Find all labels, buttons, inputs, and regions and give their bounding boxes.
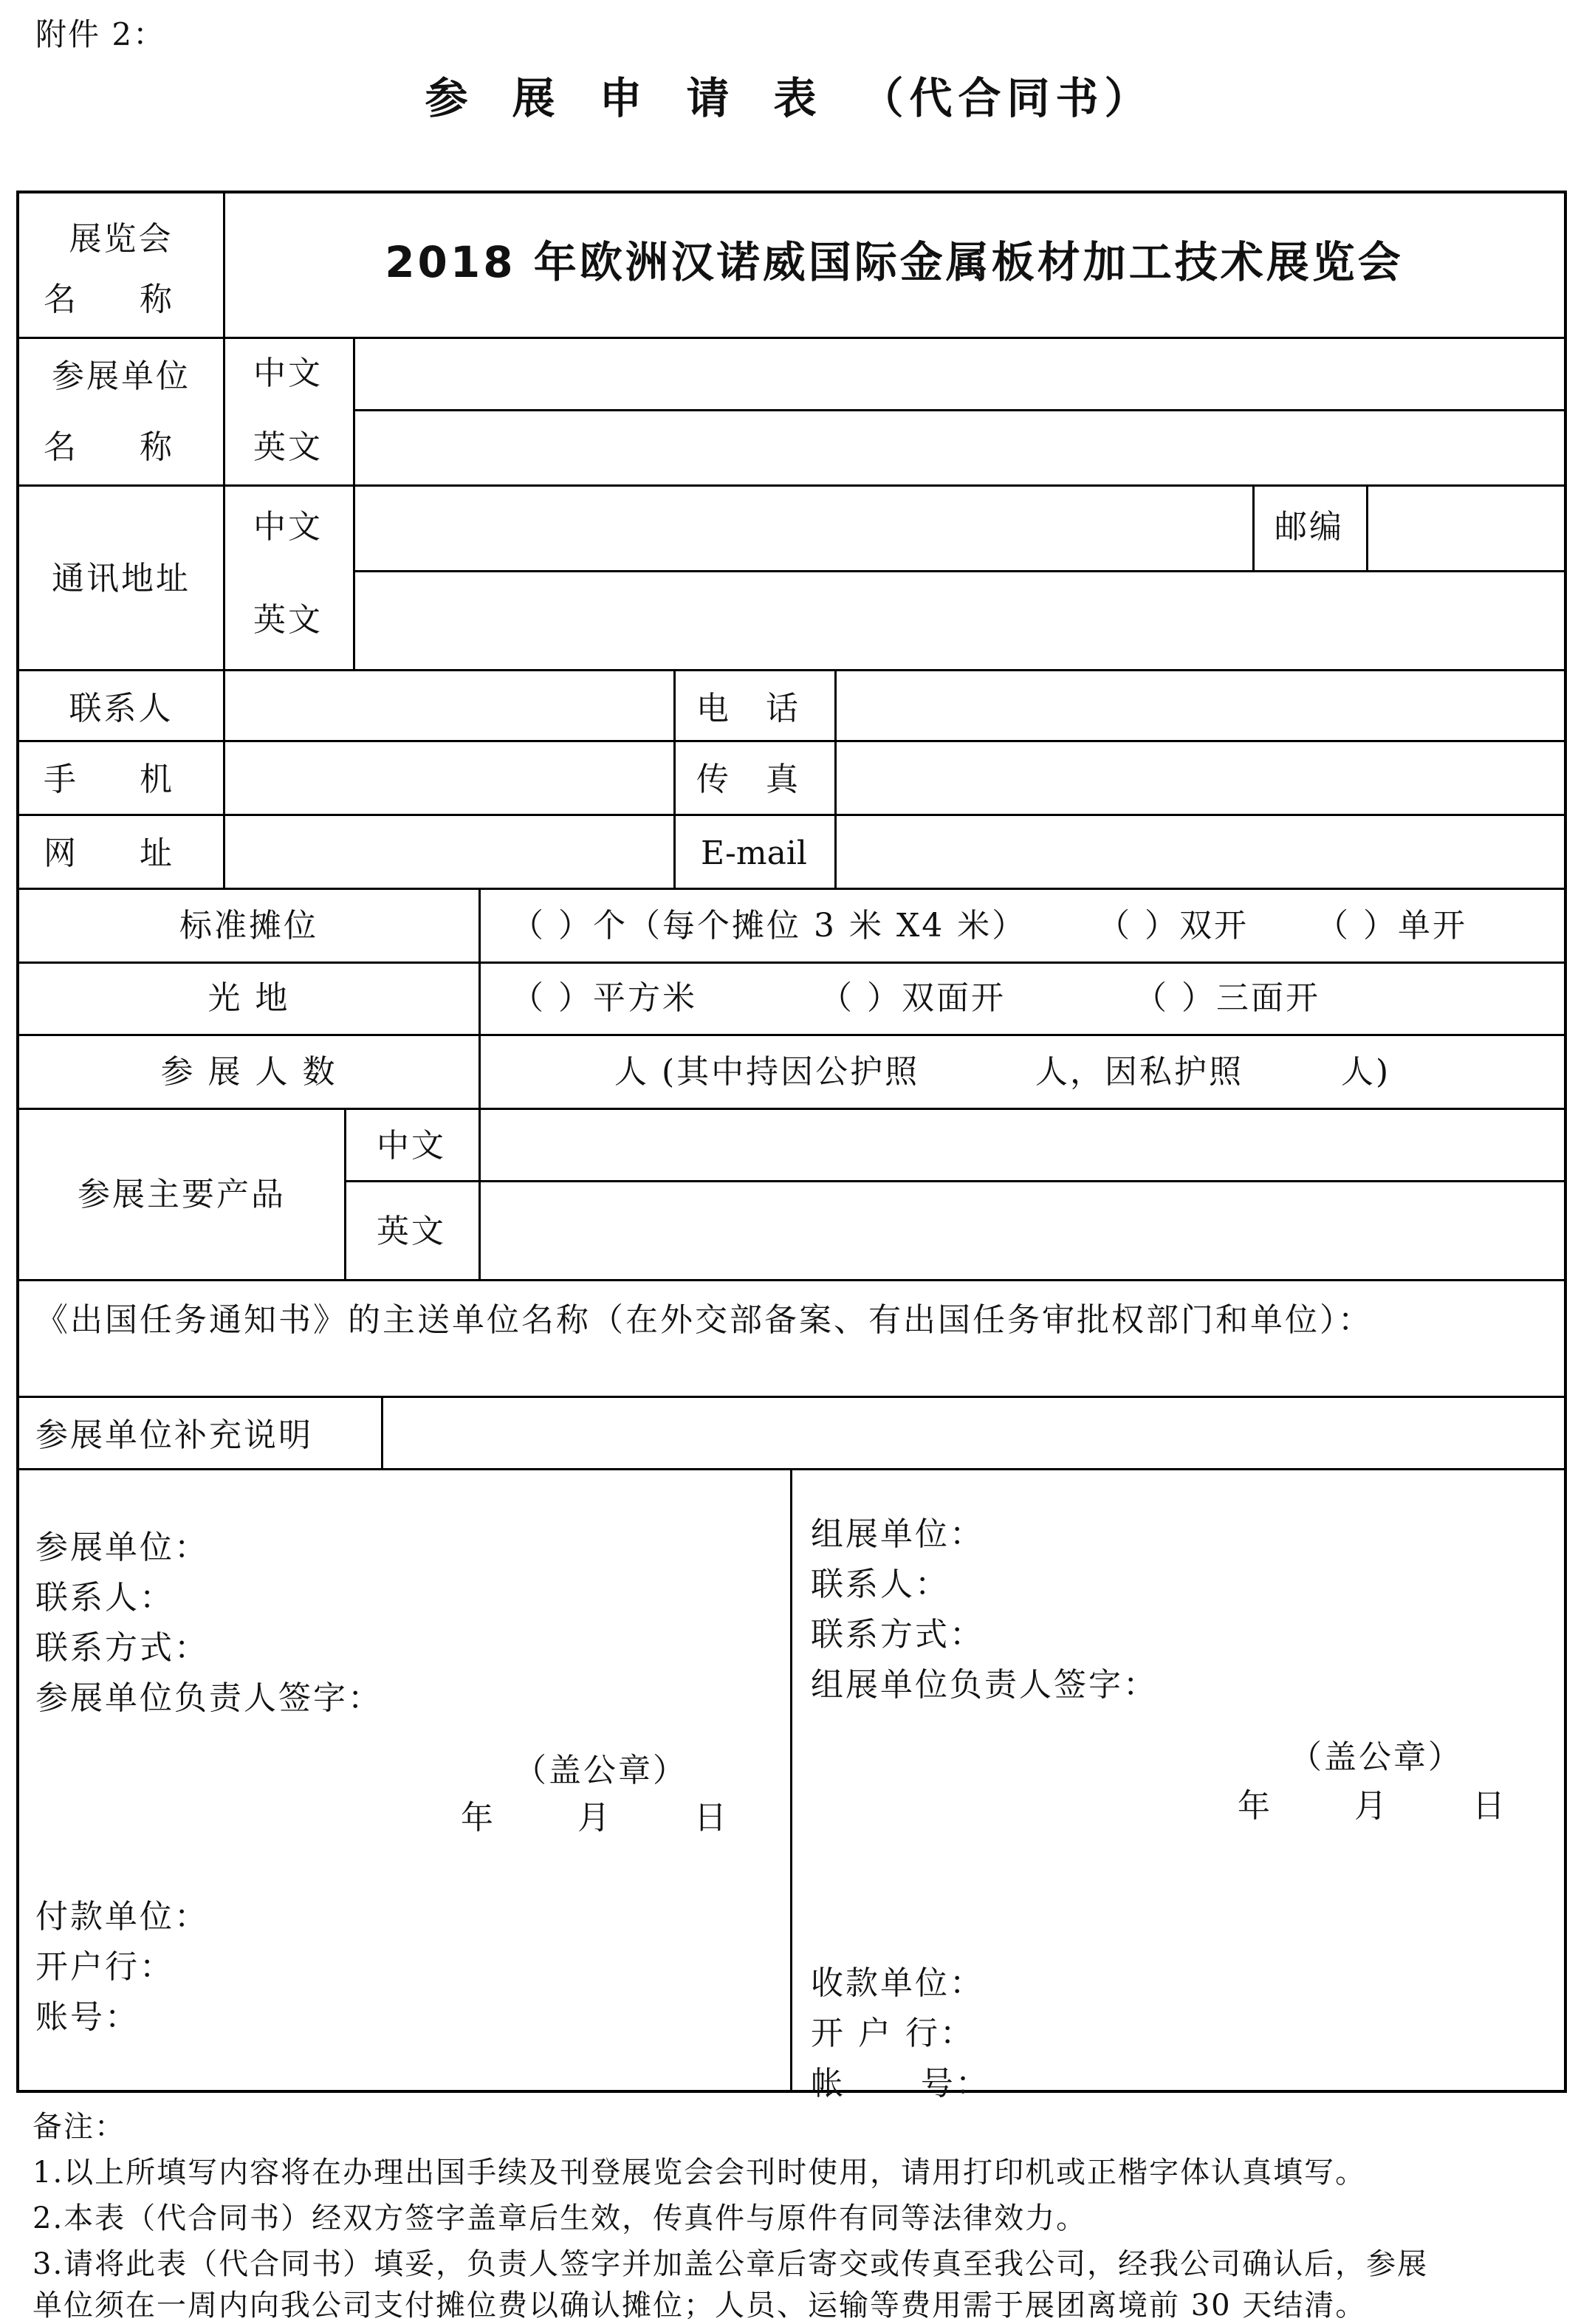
raw-space-two-side[interactable]: （ ）双面开	[820, 979, 1006, 1017]
right-seal: （盖公章）	[1289, 1738, 1463, 1776]
left-seal: （盖公章）	[514, 1752, 687, 1789]
row-divider	[19, 740, 1564, 742]
standard-booth-double[interactable]: （ ）双开	[1097, 907, 1249, 945]
row-divider	[19, 484, 1564, 487]
postcode-label: 邮编	[1275, 508, 1344, 546]
col-divider	[381, 1396, 383, 1468]
row-divider	[19, 1108, 1564, 1110]
right-contact: 联系人：	[811, 1566, 950, 1603]
standard-booth-single[interactable]: （ ）单开	[1316, 907, 1467, 945]
row-divider	[19, 337, 1564, 339]
notes-heading: 备注：	[32, 2110, 126, 2144]
supplement-label: 参展单位补充说明	[35, 1416, 313, 1454]
attendees-label: 参 展 人 数	[160, 1053, 337, 1091]
right-year: 年	[1238, 1787, 1272, 1825]
note-1: 1.以上所填写内容将在办理出国手续及刊登展览会会刊时使用，请用打印机或正楷字体认真填写。	[32, 2156, 1367, 2190]
standard-booth-count[interactable]: （ ）个（每个摊位 3 米 X4 米）	[511, 907, 1027, 945]
row-divider	[344, 1180, 1564, 1182]
row-divider	[353, 570, 1564, 572]
row-divider	[19, 962, 1564, 964]
attendees-text-people: 人 (其中持因公护照	[614, 1053, 920, 1091]
left-contact-method: 联系方式：	[35, 1629, 209, 1667]
right-recv-unit: 收款单位：	[811, 1964, 984, 2002]
website-label: 网 址	[44, 834, 199, 872]
right-day: 日	[1472, 1787, 1507, 1825]
exhibition-label-line2: 名 称	[44, 281, 199, 318]
left-exhibitor-unit: 参展单位：	[35, 1529, 209, 1566]
attendees-text-end: 人)	[1341, 1053, 1391, 1091]
email-label: E-mail	[701, 834, 807, 872]
col-divider	[834, 669, 837, 888]
exhibition-name: 2018 年欧洲汉诺威国际金属板材加工技术展览会	[385, 237, 1404, 287]
company-label-line1: 参展单位	[52, 357, 191, 395]
application-table	[16, 191, 1567, 2102]
standard-booth-label: 标准摊位	[179, 907, 318, 945]
attachment-label: 附件 2：	[35, 16, 166, 52]
address-en-label: 英文	[253, 601, 323, 639]
products-cn-input[interactable]	[483, 1111, 1560, 1179]
company-cn-label: 中文	[253, 354, 323, 392]
row-divider	[19, 1034, 1564, 1036]
contact-person-label: 联系人	[69, 690, 174, 727]
email-input[interactable]	[839, 817, 1560, 885]
address-label: 通讯地址	[52, 560, 191, 597]
fax-label: 传 真	[696, 761, 812, 798]
col-divider	[478, 888, 481, 1279]
exhibition-label-line1: 展览会	[69, 220, 174, 258]
left-month: 月	[577, 1799, 612, 1837]
fax-input[interactable]	[839, 743, 1560, 811]
right-bank: 开 户 行：	[811, 2015, 975, 2052]
col-divider	[353, 337, 355, 484]
form-title	[0, 64, 1578, 126]
left-year: 年	[461, 1799, 495, 1837]
mobile-label: 手 机	[44, 761, 199, 798]
note-3-line1: 3.请将此表（代合同书）填妥，负责人签字并加盖公章后寄交或传真至我公司，经我公司确认后，参展	[32, 2247, 1429, 2281]
row-divider	[353, 409, 1564, 411]
raw-space-area[interactable]: （ ）平方米	[511, 979, 697, 1017]
left-signature: 参展单位负责人签字：	[35, 1679, 383, 1717]
left-contact: 联系人：	[35, 1579, 174, 1617]
contact-person-input[interactable]	[227, 672, 670, 738]
address-cn-input[interactable]	[359, 487, 1245, 569]
left-bank: 开户行：	[35, 1948, 174, 1986]
postcode-input[interactable]	[1371, 487, 1560, 569]
row-divider	[19, 1279, 1564, 1281]
mission-notice-text: 《出国任务通知书》的主送单位名称（在外交部备案、有出国任务审批权部门和单位）：	[35, 1301, 1373, 1339]
row-divider	[19, 888, 1564, 890]
company-en-input[interactable]	[359, 412, 1555, 483]
right-account: 帐 号：	[811, 2065, 990, 2102]
right-contact-method: 联系方式：	[811, 1616, 984, 1653]
row-divider	[19, 814, 1564, 816]
raw-space-three-side[interactable]: （ ）三面开	[1134, 979, 1320, 1017]
col-divider	[223, 669, 225, 888]
company-en-label: 英文	[253, 428, 323, 466]
raw-space-label: 光 地	[207, 979, 290, 1017]
website-input[interactable]	[227, 817, 670, 885]
right-month: 月	[1354, 1787, 1389, 1825]
company-label-line2: 名 称	[44, 428, 199, 466]
supplement-input[interactable]	[385, 1399, 1560, 1467]
form-title-main: 参展申请表	[425, 73, 861, 123]
col-divider	[790, 1468, 792, 2093]
right-signature: 组展单位负责人签字：	[811, 1666, 1158, 1704]
left-account: 账号：	[35, 1998, 140, 2036]
row-divider	[19, 1396, 1564, 1398]
col-divider	[1366, 484, 1368, 570]
address-en-input[interactable]	[359, 573, 1555, 668]
address-cn-label: 中文	[253, 508, 323, 546]
products-en-label: 英文	[377, 1213, 446, 1250]
left-day: 日	[694, 1799, 729, 1837]
company-cn-input[interactable]	[359, 340, 1555, 406]
row-divider	[19, 669, 1564, 671]
note-2: 2.本表（代合同书）经双方签字盖章后生效，传真件与原件有同等法律效力。	[32, 2201, 1088, 2235]
note-3-line2: 单位须在一周内向我公司支付摊位费以确认摊位；人员、运输等费用需于展团离境前 30 天结清。	[32, 2289, 1367, 2323]
mobile-input[interactable]	[227, 743, 670, 811]
phone-label: 电 话	[696, 690, 812, 727]
col-divider	[353, 484, 355, 669]
right-organizer-unit: 组展单位：	[811, 1515, 984, 1553]
attendees-text-private: 人，因私护照	[1035, 1053, 1243, 1091]
form-title-sub: （代合同书）	[860, 73, 1153, 123]
products-label: 参展主要产品	[78, 1176, 286, 1213]
products-cn-label: 中文	[377, 1127, 446, 1165]
products-en-input[interactable]	[483, 1183, 1560, 1276]
phone-input[interactable]	[839, 672, 1560, 738]
left-pay-unit: 付款单位：	[35, 1898, 209, 1936]
